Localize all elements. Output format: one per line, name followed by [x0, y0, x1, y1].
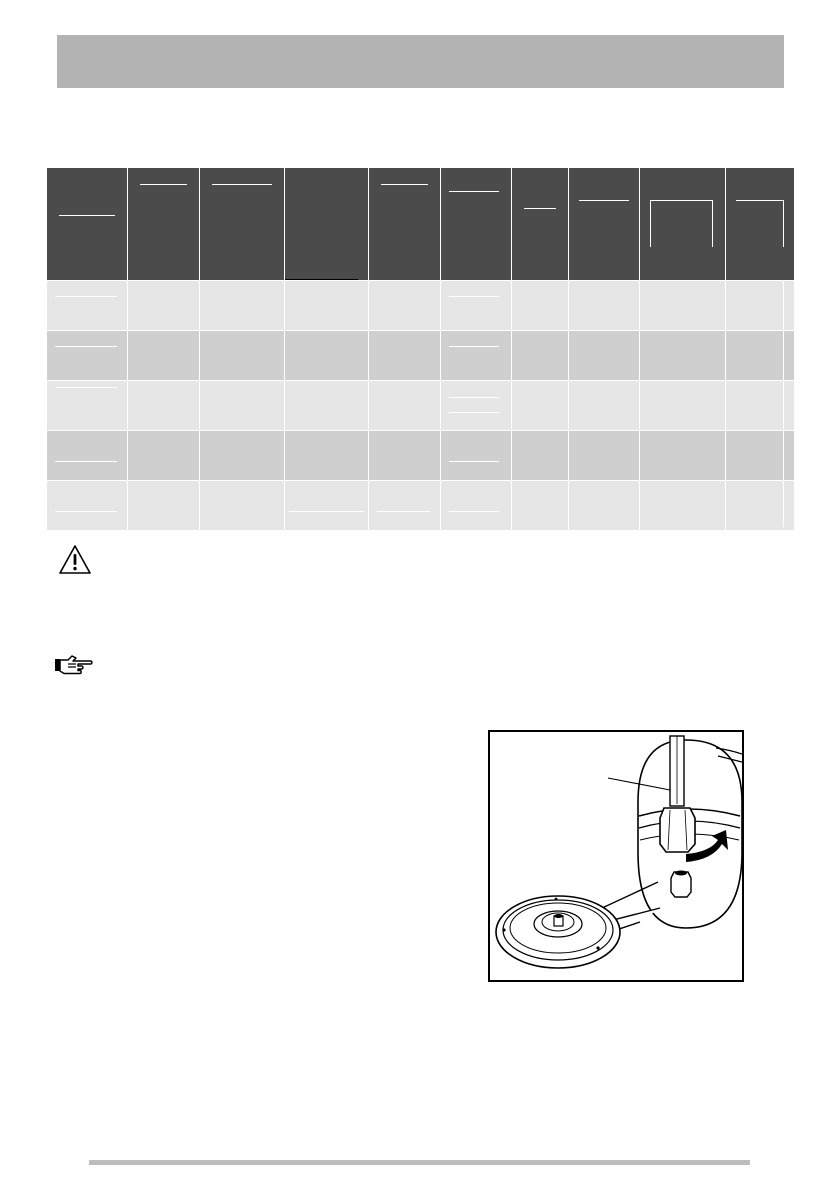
- table-cell: [369, 381, 441, 431]
- table-row: [47, 431, 795, 481]
- table-cell: [512, 431, 569, 481]
- table-header-cell: [512, 168, 569, 281]
- table-cell: [200, 381, 285, 431]
- table-cell: [200, 281, 285, 331]
- table-cell: [200, 481, 285, 531]
- table-row: [47, 281, 795, 331]
- table-header-cell: [128, 168, 200, 281]
- table-header-cell: [47, 168, 128, 281]
- table-cell: [285, 281, 369, 331]
- table-cell: [47, 331, 128, 381]
- table-cell: [512, 381, 569, 431]
- table-cell: [640, 431, 726, 481]
- table-cell: [726, 381, 795, 431]
- table-cell: [200, 431, 285, 481]
- warning-triangle-icon: [58, 544, 92, 576]
- table-cell: [47, 431, 128, 481]
- table-cell: [569, 331, 640, 381]
- table-cell: [47, 381, 128, 431]
- table-cell: [569, 481, 640, 531]
- nozzle-adjustment-figure: [488, 730, 744, 982]
- data-table: [46, 167, 795, 531]
- table-header-cell: [285, 168, 369, 281]
- table-header-cell: [369, 168, 441, 281]
- footer-rule: [89, 1160, 750, 1165]
- table-cell: [369, 481, 441, 531]
- table-cell: [200, 331, 285, 381]
- table-header-cell: [569, 168, 640, 281]
- table-cell: [512, 331, 569, 381]
- table-cell: [128, 381, 200, 431]
- table-cell: [569, 431, 640, 481]
- table-cell: [369, 331, 441, 381]
- table-cell: [441, 481, 512, 531]
- table-cell: [128, 331, 200, 381]
- table-cell: [285, 481, 369, 531]
- table-cell: [285, 431, 369, 481]
- burner-illustration: [490, 732, 742, 980]
- table-cell: [47, 481, 128, 531]
- table-header-cell: [200, 168, 285, 281]
- page-header-band: [57, 35, 784, 88]
- table-cell: [569, 281, 640, 331]
- table-header-cell: [726, 168, 795, 281]
- table-cell: [369, 431, 441, 481]
- table-cell: [640, 281, 726, 331]
- table-cell: [726, 481, 795, 531]
- table-cell: [512, 481, 569, 531]
- table-cell: [285, 331, 369, 381]
- table-cell: [47, 281, 128, 331]
- table-cell: [441, 281, 512, 331]
- table-cell: [640, 331, 726, 381]
- table-row: [47, 481, 795, 531]
- table-cell: [726, 431, 795, 481]
- table-cell: [726, 281, 795, 331]
- pointing-hand-icon: [54, 654, 94, 676]
- table-cell: [441, 431, 512, 481]
- table-cell: [128, 481, 200, 531]
- table-cell: [128, 431, 200, 481]
- table-cell: [285, 381, 369, 431]
- table-cell: [128, 281, 200, 331]
- table-header-cell: [640, 168, 726, 281]
- table-header-cell: [441, 168, 512, 281]
- table-cell: [569, 381, 640, 431]
- table-row: [47, 381, 795, 431]
- table-cell: [441, 331, 512, 381]
- gas-data-table: [46, 167, 794, 524]
- table-cell: [441, 381, 512, 431]
- table-row: [47, 331, 795, 381]
- table-header-row: [47, 168, 795, 281]
- table-cell: [369, 281, 441, 331]
- table-cell: [512, 281, 569, 331]
- table-cell: [640, 481, 726, 531]
- table-cell: [640, 381, 726, 431]
- table-cell: [726, 331, 795, 381]
